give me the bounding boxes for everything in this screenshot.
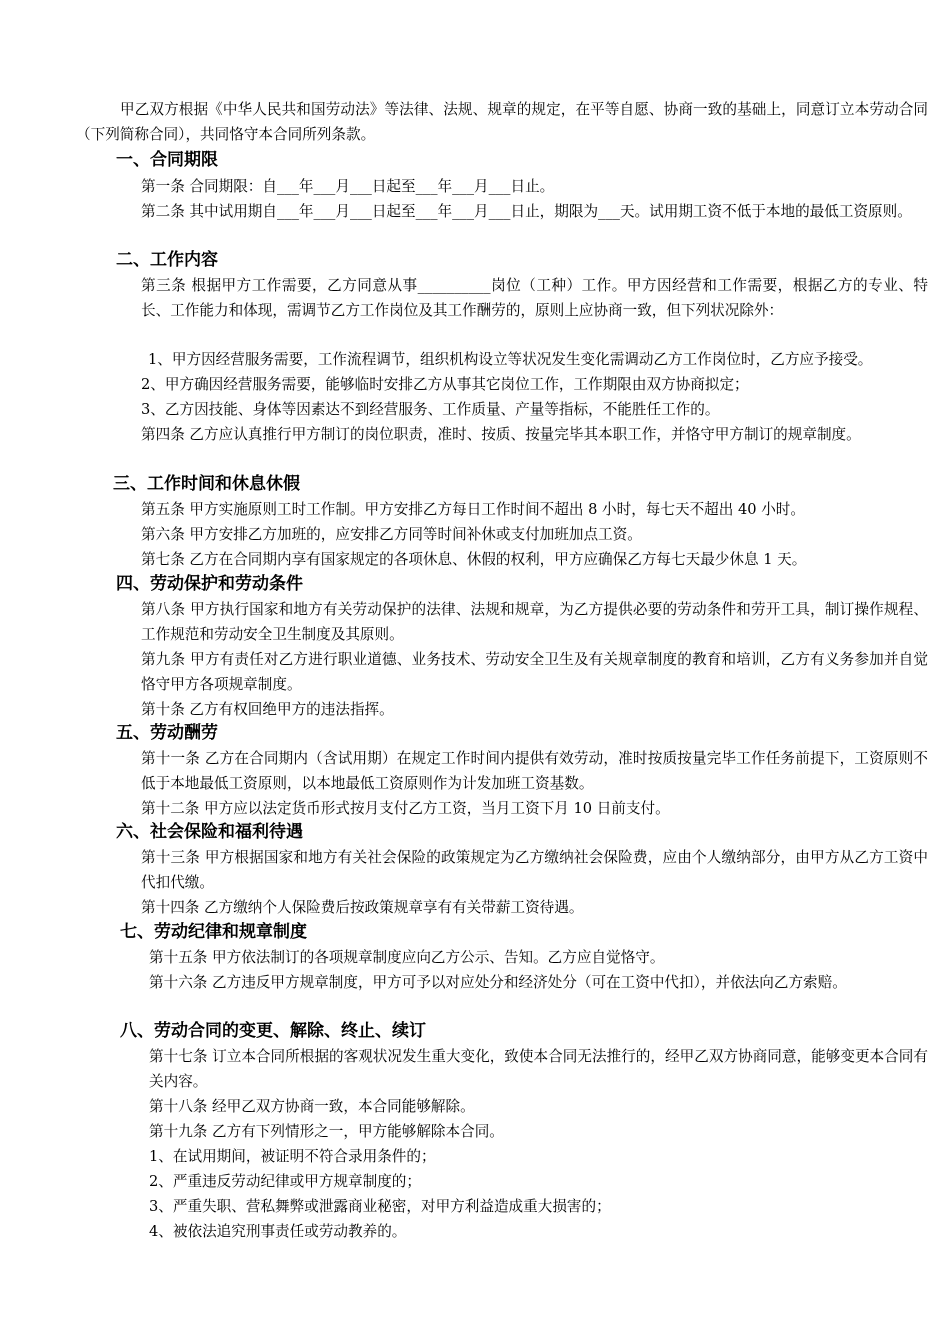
article-3-item-1: 1、甲方因经营服务需要，工作流程调节，组织机构设立等状况发生变化需调动乙方工作岗位时，乙方应予接受。 [148, 351, 873, 368]
section-heading-work-content: 二、工作内容 [116, 250, 218, 270]
article-3-item-2: 2、甲方确因经营服务需要，能够临时安排乙方从事其它岗位工作，工作期限由双方协商拟定； [141, 376, 749, 393]
article-14: 第十四条 乙方缴纳个人保险费后按政策规章享有有关带薪工资待遇。 [141, 899, 584, 916]
article-13: 第十三条 甲方根据国家和地方有关社会保险的政策规定为乙方缴纳社会保险费，应由个人缴纳部分，由甲方从乙方工资中代扣代缴。 [141, 849, 928, 891]
article-5: 第五条 甲方实施原则工时工作制。甲方安排乙方每日工作时间不超出 8 小时，每七天不超出 40 小时。 [141, 501, 805, 518]
section-heading-working-hours: 三、工作时间和休息休假 [113, 474, 300, 494]
article-9: 第九条 甲方有责任对乙方进行职业道德、业务技术、劳动安全卫生及有关规章制度的教育和培训，乙方有义务参加并自觉恪守甲方各项规章制度。 [141, 651, 928, 693]
article-19-item-1: 1、在试用期间，被证明不符合录用条件的； [149, 1148, 436, 1165]
article-7: 第七条 乙方在合同期内享有国家规定的各项休息、休假的权利，甲方应确保乙方每七天最少休息 1 天。 [141, 551, 807, 568]
section-heading-remuneration: 五、劳动酬劳 [116, 723, 218, 743]
article-11: 第十一条 乙方在合同期内（含试用期）在规定工作时间内提供有效劳动，准时按质按量完毕工作任务前提下，工资原则不低于本地最低工资原则，以本地最低工资原则作为计发加班工资基数。 [141, 750, 928, 792]
article-1: 第一条 合同期限：自___年___月___日起至___年___月___日止。 [141, 178, 555, 195]
article-8: 第八条 甲方执行国家和地方有关劳动保护的法律、法规和规章，为乙方提供必要的劳动条件和劳开工具，制订操作规程、工作规范和劳动安全卫生制度及其原则。 [141, 601, 928, 643]
article-17: 第十七条 订立本合同所根据的客观状况发生重大变化，致使本合同无法推行的，经甲乙双方协商同意，能够变更本合同有关内容。 [149, 1048, 928, 1090]
article-6: 第六条 甲方安排乙方加班的，应安排乙方同等时间补休或支付加班加点工资。 [141, 526, 642, 543]
article-15: 第十五条 甲方依法制订的各项规章制度应向乙方公示、告知。乙方应自觉恪守。 [149, 949, 665, 966]
article-19: 第十九条 乙方有下列情形之一，甲方能够解除本合同。 [149, 1123, 504, 1140]
article-3-item-3: 3、乙方因技能、身体等因素达不到经营服务、工作质量、产量等指标，不能胜任工作的。 [141, 401, 720, 418]
section-heading-labor-protection: 四、劳动保护和劳动条件 [116, 574, 303, 594]
article-16: 第十六条 乙方违反甲方规章制度，甲方可予以对应处分和经济处分（可在工资中代扣），并依法向乙方索赔。 [149, 974, 847, 991]
article-19-item-2: 2、严重违反劳动纪律或甲方规章制度的； [149, 1173, 421, 1190]
section-heading-term: 一、合同期限 [116, 150, 218, 170]
intro-paragraph: 甲乙双方根据《中华人民共和国劳动法》等法律、法规、规章的规定，在平等自愿、协商一致的基础上，同意订立本劳动合同（下列简称合同），共同恪守本合同所列条款。 [76, 101, 928, 143]
article-19-item-4: 4、被依法追究刑事责任或劳动教养的。 [149, 1223, 407, 1240]
article-3: 第三条 根据甲方工作需要，乙方同意从事__________岗位（工种）工作。甲方因经营和工作需要，根据乙方的专业、特长、工作能力和体现，需调节乙方工作岗位及其工作酬劳的，原则上应协商一致，但下列状况除外： [141, 277, 928, 319]
section-heading-discipline: 七、劳动纪律和规章制度 [120, 922, 307, 942]
article-4: 第四条 乙方应认真推行甲方制订的岗位职责，准时、按质、按量完毕其本职工作，并恪守甲方制订的规章制度。 [141, 426, 861, 443]
section-heading-social-insurance: 六、社会保险和福利待遇 [116, 822, 303, 842]
article-12: 第十二条 甲方应以法定货币形式按月支付乙方工资，当月工资下月 10 日前支付。 [141, 800, 670, 817]
article-2: 第二条 其中试用期自___年___月___日起至___年___月___日止，期限为___天。试用期工资不低于本地的最低工资原则。 [141, 203, 912, 220]
section-heading-contract-changes: 八、劳动合同的变更、解除、终止、续订 [120, 1021, 426, 1041]
article-10: 第十条 乙方有权回绝甲方的违法指挥。 [141, 701, 394, 718]
article-19-item-3: 3、严重失职、营私舞弊或泄露商业秘密，对甲方利益造成重大损害的； [149, 1198, 611, 1215]
article-18: 第十八条 经甲乙双方协商一致，本合同能够解除。 [149, 1098, 475, 1115]
